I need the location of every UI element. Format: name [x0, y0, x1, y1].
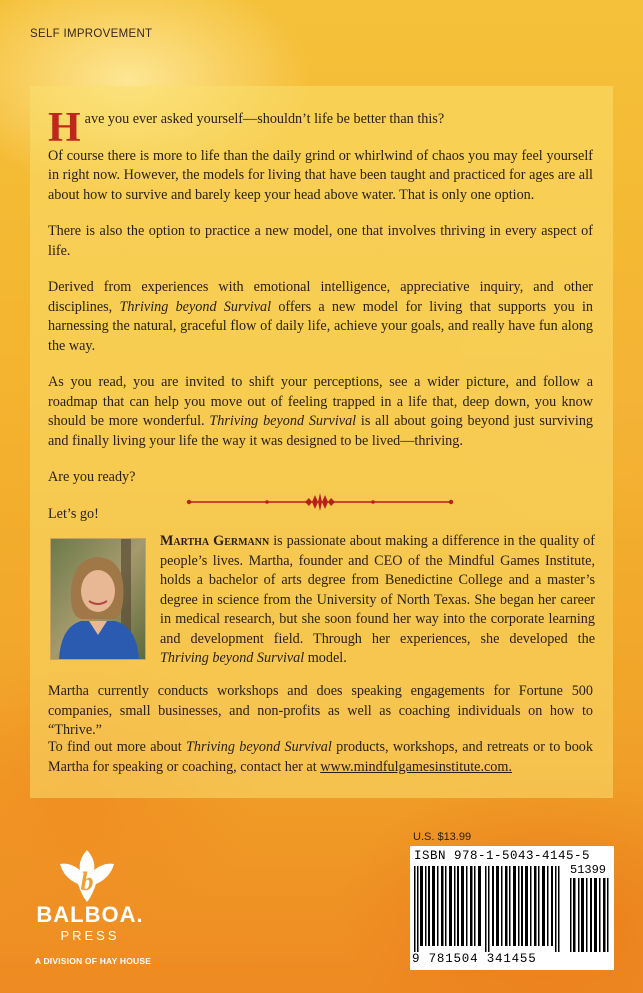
- barcode: [410, 846, 614, 970]
- svg-text:b: b: [80, 867, 94, 896]
- lotus-b-icon: [56, 848, 118, 904]
- price-label: U.S. $13.99: [413, 831, 472, 843]
- blurb-paragraph: Are you ready?: [48, 469, 136, 485]
- author-bio: Martha Germann is passionate about making a difference in the quality of people’s lives. Martha, founder and CEO of the Mindful Games Institute, holds a bachelor of arts degree from Benedictine College and a master’s degree in science from the University of North Texas. She began her career in medical research, but she soon found her way into the corporate learning and development field. Through her experiences, she developed the Thriving beyond Survival model.: [160, 533, 595, 666]
- author-paragraph: Martha currently conducts workshops and does speaking engagements for Fortune 500 companies, small businesses, and non-profits as well as coaching individuals on how to “Thrive.”: [48, 683, 593, 738]
- author-photo: [50, 538, 146, 660]
- ornament-divider: [185, 492, 455, 512]
- blurb-paragraph: Derived from experiences with emotional intelligence, appreciative inquiry, and other disciplines, Thriving beyond Survival offers a new model for living that supports you in harnessing the natural, graceful flow of daily life, achieve your goals, and really have fun along the way.: [48, 279, 593, 354]
- blurb-paragraph: Let’s go!: [48, 505, 99, 522]
- price-addon-number: 51399: [570, 863, 607, 877]
- category-label: SELF IMPROVEMENT: [30, 28, 153, 40]
- barcode-bars: [414, 866, 564, 952]
- publisher-division: A DIVISION OF HAY HOUSE: [34, 956, 152, 966]
- back-cover-blurb: [48, 105, 594, 541]
- blurb-paragraph: Of course there is more to life than the daily grind or whirlwind of chaos you may feel yourself in right now. However, the models for living that have been taught and practiced for ages are all about how to survive and barely keep your head above water. That is only one option.: [48, 147, 593, 203]
- author-contact-paragraph: To find out more about Thriving beyond Survival products, workshops, and retreats or to book Martha for speaking or coaching, contact her at www.mindfulgamesinstitute.com.: [48, 739, 593, 775]
- addon-bars: [570, 878, 610, 952]
- author-name: Martha Germann: [160, 533, 270, 549]
- isbn-label: ISBN 978-1-5043-4145-5: [414, 849, 591, 863]
- drop-cap: H: [48, 105, 81, 151]
- publisher-sub: PRESS: [60, 928, 120, 943]
- blurb-paragraph: There is also the option to practice a new model, one that involves thriving in every aspect of life.: [48, 223, 593, 259]
- blurb-lead: Have you ever asked yourself—shouldn’t life be better than this?: [48, 105, 445, 151]
- barcode-digits: 9 781504 341455: [412, 952, 537, 966]
- blurb-paragraph: As you read, you are invited to shift your perceptions, see a wider picture, and follow a roadmap that can help you move out of feeling trapped in a life that, deep down, you know should be more wonderful. Thriving beyond Survival is all about going beyond just surviving and finally living your life the way it was designed to be lived—thriving.: [48, 374, 594, 449]
- publisher-name: BALBOA.: [36, 902, 144, 927]
- website-link[interactable]: www.mindfulgamesinstitute.com.: [320, 758, 512, 775]
